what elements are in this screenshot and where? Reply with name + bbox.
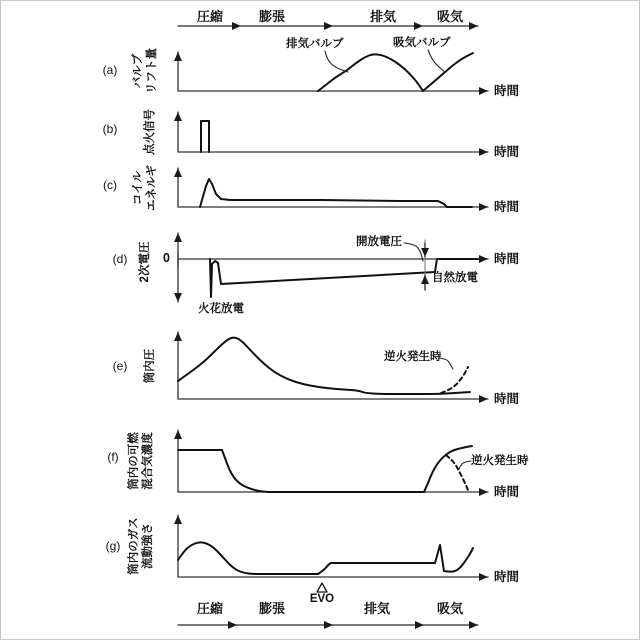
phase-label-top-compression: 圧縮 (196, 9, 223, 24)
phase-label-bottom-compression: 圧縮 (196, 601, 223, 616)
phase-label-top-expansion: 膨張 (258, 9, 285, 24)
stroke-a-intake-lift (423, 53, 473, 91)
phase-label-top-exhaust: 排気 (369, 9, 396, 24)
stroke-leader-backfire-f (459, 461, 471, 469)
stroke-f-mixture-fall (222, 450, 268, 492)
annotation-intake-valve: 吸気バルブ (393, 37, 451, 49)
stroke-g-flow-spike (435, 545, 444, 571)
stroke-e-backfire-dashed (441, 367, 468, 393)
stroke-g-flow-step (318, 563, 331, 574)
stroke-leader-open-voltage (404, 243, 423, 261)
stroke-b-ignition-pulse (201, 121, 209, 152)
stroke-evo-triangle (317, 583, 327, 592)
stroke-c-coil-energy (200, 179, 472, 207)
annotation-spark-discharge: 火花放電 (198, 303, 244, 315)
panel-letter-a: (a) (102, 63, 118, 77)
ylabel-ignition-signal: 点火信号 (144, 109, 157, 155)
annotation-exhaust-valve: 排気バルブ (286, 38, 344, 50)
xlabel-time-b: 時間 (494, 145, 520, 159)
panel-letter-f: (f) (107, 450, 119, 464)
stroke-g-flow-rise (444, 548, 473, 572)
ylabel-valve-lift: バルブ リフト量 (132, 48, 158, 94)
phase-label-bottom-intake: 吸気 (436, 601, 463, 616)
ylabel-cylinder-pressure: 筒内圧 (144, 348, 157, 384)
stroke-leader-intake-valve (428, 50, 445, 72)
annotation-open-voltage: 開放電圧 (356, 236, 402, 248)
annotation-evo: EVO (309, 593, 335, 605)
panel-letter-d: (d) (112, 252, 128, 266)
annotation-natural-discharge: 自然放電 (432, 272, 478, 284)
phase-label-bottom-exhaust: 排気 (363, 601, 390, 616)
xlabel-time-d: 時間 (494, 252, 520, 266)
ylabel-gas-flow-strength: 筒内のガス 流動強さ (128, 517, 154, 575)
panel-letter-e: (e) (112, 359, 128, 373)
panel-letter-c: (c) (103, 178, 117, 192)
xlabel-time-g: 時間 (494, 570, 520, 584)
stroke-e-cylinder-pressure (178, 338, 470, 394)
phase-label-bottom-expansion: 膨張 (258, 601, 285, 616)
ylabel-coil-energy: コイル エネルギ (132, 165, 158, 211)
ylabel-mixture-concentration: 筒内の可燃 混合気濃度 (128, 432, 154, 490)
panel-letter-b: (b) (102, 122, 118, 136)
annotation-backfire-f: 逆火発生時 (471, 455, 529, 467)
stroke-g-flow-hump (178, 542, 318, 574)
xlabel-time-e: 時間 (494, 392, 520, 406)
ylabel-secondary-voltage: 2次電圧 (139, 241, 152, 283)
panel-letter-g: (g) (105, 539, 121, 553)
stroke-f-mixture-rise (424, 446, 472, 492)
zero-tick-label: 0 (163, 251, 170, 265)
phase-label-top-intake: 吸気 (436, 9, 463, 24)
stroke-f-backfire-dashed (446, 455, 468, 490)
xlabel-time-f: 時間 (494, 485, 520, 499)
stroke-a-exhaust-lift (318, 54, 423, 91)
stroke-leader-exhaust-valve (325, 51, 348, 72)
xlabel-time-a: 時間 (494, 84, 520, 98)
annotation-backfire-e: 逆火発生時 (384, 351, 442, 363)
xlabel-time-c: 時間 (494, 200, 520, 214)
